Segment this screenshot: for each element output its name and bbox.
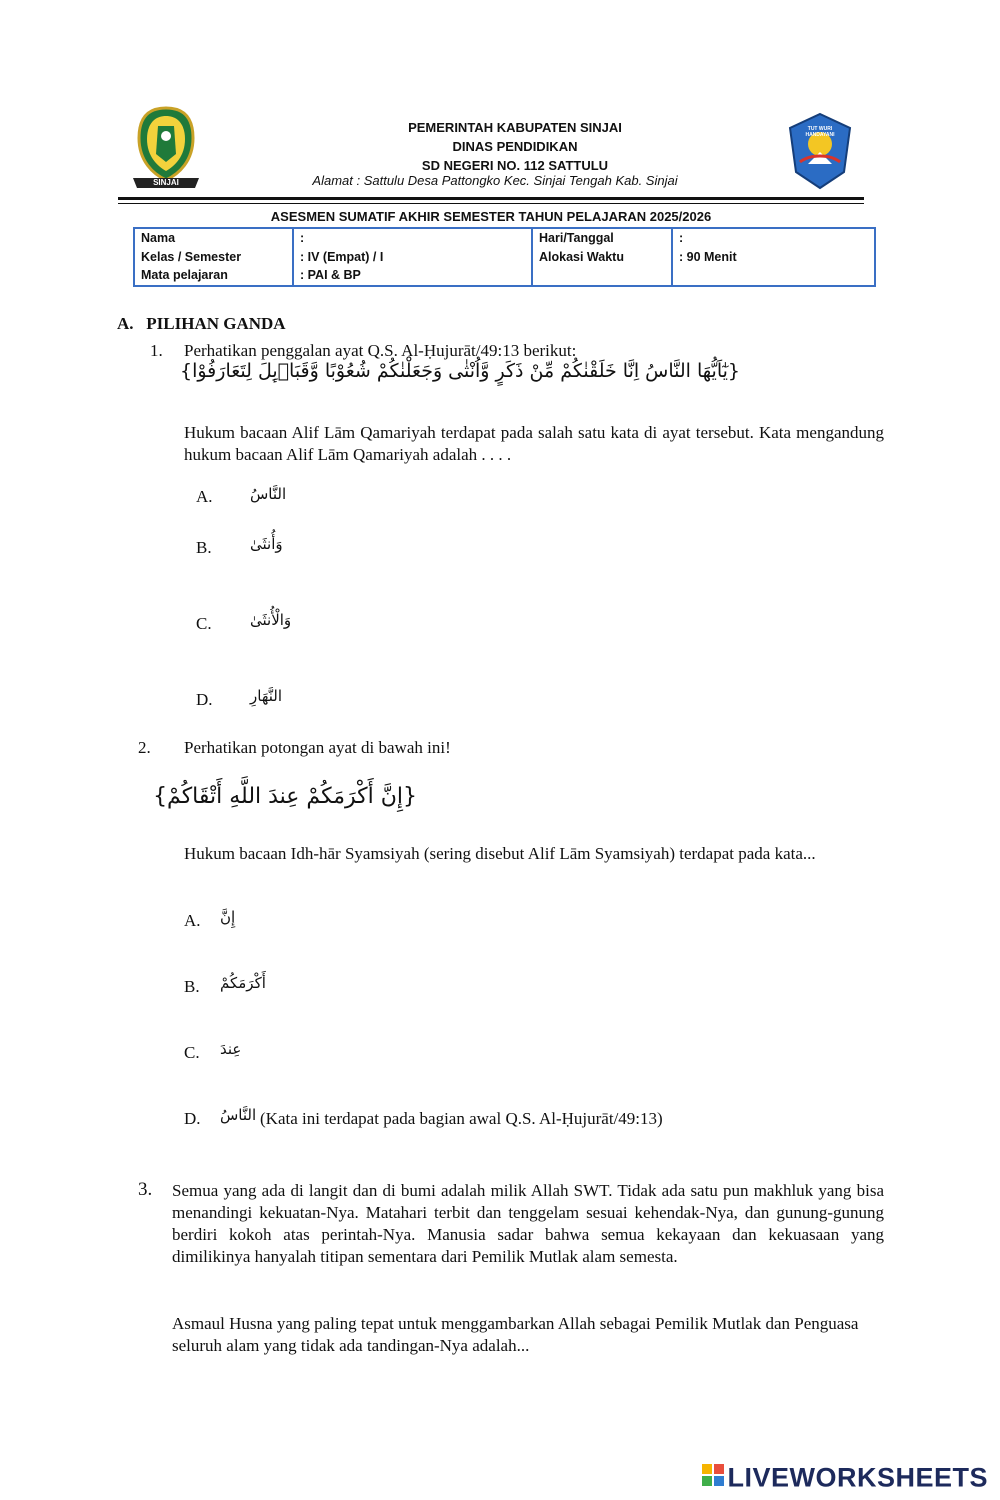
mapel-label: Mata pelajaran [141,268,228,282]
q1-option-a-label[interactable]: A. [196,487,213,506]
q3-text: Semua yang ada di langit dan di bumi adalah milik Allah SWT. Tidak ada satu pun makhluk yang bisa menandingi kekuatan-Nya. Matahari terbit dan tenggelam sesuai kehendak-Nya, dan gunung-gunung berdiri kokoh atas perintah-Nya. Manusia sadar bahwa semua kekayaan dan kekuasaan yang dimilikinya hanyalah titipan sementara dari Pemilik Mutlak alam semesta. [172,1181,884,1266]
section-heading: A. PILIHAN GANDA [117,314,286,333]
q2-option-b-label[interactable]: B. [184,977,200,996]
q2-number: 2. [138,738,151,757]
q1-prompt: Perhatikan penggalan ayat Q.S. Al-Ḥujurāt/49:13 berikut: [184,341,577,360]
q2-verse: {إِنَّ أَكْرَمَكُمْ عِندَ اللَّهِ أَتْقَاكُمْ} [153,784,417,809]
nama-value[interactable]: : [293,228,532,248]
header-school: SD NEGERI NO. 112 SATTULU [421,158,609,173]
header-government: PEMERINTAH KABUPATEN SINJAI [408,120,622,135]
q2-option-c-text[interactable]: عِندَ [220,1040,242,1058]
q1-verse: {يٰٓاَيُّهَا النَّاسُ اِنَّا خَلَقْنٰكُمْ مِّنْ ذَكَرٍ وَّاُنْثٰى وَجَعَلْنٰكُمْ شُعُوْبًا وَّقَبَاۤىِٕلَ لِتَعَارَفُوْا} [180,360,740,382]
q3-number: 3. [138,1179,153,1200]
liveworksheets-icon [702,1462,724,1493]
exam-title: ASESMEN SUMATIF AKHIR SEMESTER TAHUN PELAJARAN 2025/2026 [270,209,712,224]
header-rule-thin [118,203,864,204]
q2-option-a-text[interactable]: إِنَّ [220,908,236,926]
q1-option-b-text[interactable]: وَأُنثَىٰ [250,535,283,553]
q1-option-c-label[interactable]: C. [196,614,212,633]
q1-option-c-text[interactable]: وَالْأُنثَىٰ [250,611,292,629]
header-rule [118,197,864,200]
sinjai-logo [131,106,201,192]
mapel-value: : PAI & BP [293,266,532,286]
q1-text: Hukum bacaan Alif Lām Qamariyah terdapat pada salah satu kata di ayat tersebut. Kata mengandung hukum bacaan Alif Lām Qamariyah adalah . . . . [184,423,884,464]
header-agency: DINAS PENDIDIKAN [452,139,578,154]
hari-value[interactable]: : [672,228,875,248]
liveworksheets-watermark: LIVEWORKSHEETS [702,1461,988,1493]
q3-question: Asmaul Husna yang paling tepat untuk menggambarkan Allah sebagai Pemilik Mutlak dan Penguasa seluruh alam yang tidak ada tandingan-Nya adalah... [172,1314,859,1355]
student-info-table [133,227,876,287]
q1-option-d-label[interactable]: D. [196,690,213,709]
q1-option-a-text[interactable]: النَّاسُ [250,485,287,503]
alokasi-label: Alokasi Waktu [532,248,672,267]
q2-option-d-text[interactable]: النَّاسُ [220,1106,257,1124]
q2-option-c-label[interactable]: C. [184,1043,200,1062]
q2-text: Hukum bacaan Idh-hār Syamsiyah (sering disebut Alif Lām Syamsiyah) terdapat pada kata... [184,844,816,863]
header-address: Alamat : Sattulu Desa Pattongko Kec. Sinjai Tengah Kab. Sinjai [312,173,678,188]
q2-option-b-text[interactable]: أَكْرَمَكُمْ [220,974,266,992]
q2-option-d-note: (Kata ini terdapat pada bagian awal Q.S. Al-Ḥujurāt/49:13) [260,1109,663,1128]
tut-wuri-logo-text: TUT WURI HANDAYANI [805,126,835,138]
hari-label: Hari/Tanggal [532,228,672,248]
q1-option-b-label[interactable]: B. [196,538,212,557]
tut-wuri-logo [786,112,854,190]
q2-prompt: Perhatikan potongan ayat di bawah ini! [184,738,451,757]
q1-number: 1. [150,341,163,360]
kelas-value: : IV (Empat) / I [293,248,532,267]
q2-option-d-label[interactable]: D. [184,1109,201,1128]
nama-label: Nama [141,231,176,245]
alokasi-value: : 90 Menit [672,248,875,267]
q2-option-a-label[interactable]: A. [184,911,201,930]
kelas-label: Kelas / Semester [141,249,242,264]
q1-option-d-text[interactable]: النَّهَارِ [250,687,282,705]
sinjai-logo-text: SINJAI [153,178,179,187]
